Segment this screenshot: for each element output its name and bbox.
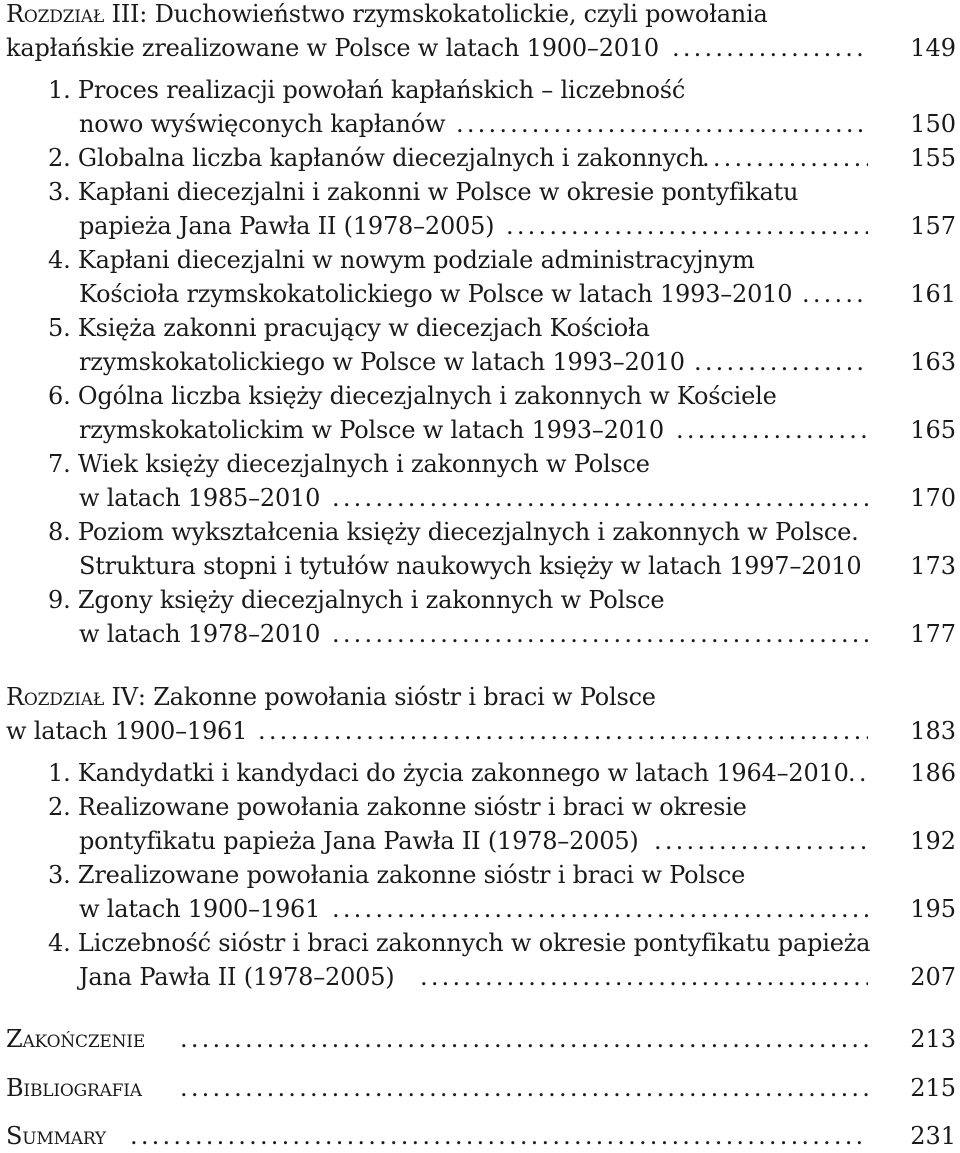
- page-number: 170: [910, 484, 956, 512]
- page-number: 161: [910, 280, 956, 308]
- toc-entry: [0, 447, 960, 481]
- toc-entry-title: 6. Ogólna liczba księży diecezjalnych i zakonnych w Kościele: [48, 382, 777, 410]
- toc-entry-continued: [0, 481, 960, 515]
- dot-leader: [654, 824, 868, 858]
- toc-entry: [0, 379, 960, 413]
- toc-entry-title: rzymskokatolickim w Polsce w latach 1993–2010: [79, 416, 664, 444]
- toc-entry-title: w latach 1900–1961: [79, 895, 321, 923]
- toc-entry: [0, 790, 960, 824]
- toc-entry: [0, 175, 960, 209]
- dot-leader: [848, 756, 868, 790]
- toc-entry: [0, 583, 960, 617]
- toc-entry-title: 4. Kapłani diecezjalni w nowym podziale administracyjnym: [48, 246, 755, 274]
- toc-entry-bibliography: [0, 1071, 960, 1105]
- page-number: 155: [910, 144, 956, 172]
- toc-entry-title: 3. Kapłani diecezjalni i zakonni w Polsce w okresie pontyfikatu: [48, 178, 799, 206]
- dot-leader: [506, 209, 868, 243]
- toc-entry-continued: [0, 107, 960, 141]
- toc-entry-title: 7. Wiek księży diecezjalnych i zakonnych w Polsce: [48, 450, 650, 478]
- toc-entry: [0, 926, 960, 960]
- page-number: 165: [910, 416, 956, 444]
- chapter-heading: [0, 0, 960, 31]
- toc-entry-title: 2. Globalna liczba kapłanów diecezjalnych i zakonnych: [48, 144, 705, 172]
- toc-entry-continued: [0, 209, 960, 243]
- page-number: 157: [910, 212, 956, 240]
- page-number: 213: [910, 1025, 956, 1053]
- toc-entry-title: Zakończenie: [6, 1025, 146, 1053]
- dot-leader: [332, 481, 868, 515]
- page-number: 177: [910, 620, 956, 648]
- toc-entry: [0, 311, 960, 345]
- chapter-heading-continued: [0, 714, 960, 748]
- toc-entry: [0, 756, 960, 790]
- toc-entry-continued: [0, 617, 960, 651]
- dot-leader: [420, 960, 868, 994]
- toc-entry-title: 3. Zrealizowane powołania zakonne sióstr i braci w Polsce: [48, 861, 746, 889]
- page-number: 173: [910, 552, 956, 580]
- toc-entry-title: 9. Zgony księży diecezjalnych i zakonnych w Polsce: [48, 586, 665, 614]
- toc-entry-continued: [0, 549, 960, 583]
- dot-leader: [332, 892, 868, 926]
- page-number: 192: [910, 827, 956, 855]
- chapter-title: : Duchowieństwo rzymskokatolickie, czyli powołania: [139, 0, 768, 28]
- chapter-title: : Zakonne powołania sióstr i braci w Polsce: [137, 683, 656, 711]
- toc-entry-title: w latach 1985–2010: [79, 484, 321, 512]
- toc-entry-title: 4. Liczebność sióstr i braci zakonnych w okresie pontyfikatu papieża: [48, 929, 871, 957]
- chapter-label: Rozdział III: [6, 0, 140, 28]
- dot-leader: [676, 413, 868, 447]
- page-number: 186: [910, 759, 956, 787]
- toc-entry-title: pontyfikatu papieża Jana Pawła II (1978–2005): [79, 827, 639, 855]
- page-number: 215: [910, 1074, 956, 1102]
- toc-entry-title: Jana Pawła II (1978–2005): [79, 963, 395, 991]
- chapter-label: Rozdział IV: [6, 683, 138, 711]
- toc-entry-title: papieża Jana Pawła II (1978–2005): [79, 212, 495, 240]
- toc-entry-continued: [0, 892, 960, 926]
- toc-entry-continued: [0, 413, 960, 447]
- toc-entry: [0, 73, 960, 107]
- toc-entry-conclusion: [0, 1022, 960, 1056]
- dot-leader: [180, 1071, 868, 1105]
- page-number: 163: [910, 348, 956, 376]
- toc-entry-title: 1. Kandydatki i kandydaci do życia zakonnego w latach 1964–2010: [48, 759, 849, 787]
- toc-entry-title: Summary: [6, 1122, 106, 1150]
- toc-entry-title: w latach 1978–2010: [79, 620, 321, 648]
- chapter-title: w latach 1900–1961: [6, 717, 248, 745]
- toc-entry-title: Bibliografia: [6, 1074, 142, 1102]
- toc-entry-continued: [0, 960, 960, 994]
- page-number: 195: [910, 895, 956, 923]
- toc-entry-title: nowo wyświęconych kapłanów: [79, 110, 446, 138]
- dot-leader: [332, 617, 868, 651]
- dot-leader: [802, 277, 868, 311]
- toc-entry-continued: [0, 277, 960, 311]
- toc-entry: [0, 141, 960, 175]
- chapter-heading: [0, 680, 960, 714]
- page-number: 207: [910, 963, 956, 991]
- toc-entry: [0, 515, 960, 549]
- dot-leader: [258, 714, 868, 748]
- chapter-title: kapłańskie zrealizowane w Polsce w latach 1900–2010: [6, 34, 659, 62]
- page-number: 183: [910, 717, 956, 745]
- toc-entry-title: 5. Księża zakonni pracujący w diecezjach Kościoła: [48, 314, 650, 342]
- dot-leader: [456, 107, 868, 141]
- page-number: 231: [910, 1122, 956, 1150]
- dot-leader: [180, 1022, 868, 1056]
- page-number: 149: [910, 34, 956, 62]
- chapter-heading-continued: [0, 31, 960, 65]
- toc-entry-title: rzymskokatolickiego w Polsce w latach 1993–2010: [79, 348, 685, 376]
- dot-leader: [702, 141, 868, 175]
- toc-entry-continued: [0, 345, 960, 379]
- toc-entry-title: 2. Realizowane powołania zakonne sióstr i braci w okresie: [48, 793, 747, 821]
- toc-entry-title: 1. Proces realizacji powołań kapłańskich – liczebność: [48, 76, 686, 104]
- toc-entry-title: 8. Poziom wykształcenia księży diecezjalnych i zakonnych w Polsce.: [48, 518, 859, 546]
- toc-entry: [0, 858, 960, 892]
- page-number: 150: [910, 110, 956, 138]
- toc-entry: [0, 243, 960, 277]
- dot-leader: [672, 31, 868, 65]
- toc-entry-continued: [0, 824, 960, 858]
- toc-entry-title: Kościoła rzymskokatolickiego w Polsce w latach 1993–2010: [79, 280, 793, 308]
- dot-leader: [694, 345, 868, 379]
- toc-entry-title: Struktura stopni i tytułów naukowych księży w latach 1997–2010: [79, 552, 862, 580]
